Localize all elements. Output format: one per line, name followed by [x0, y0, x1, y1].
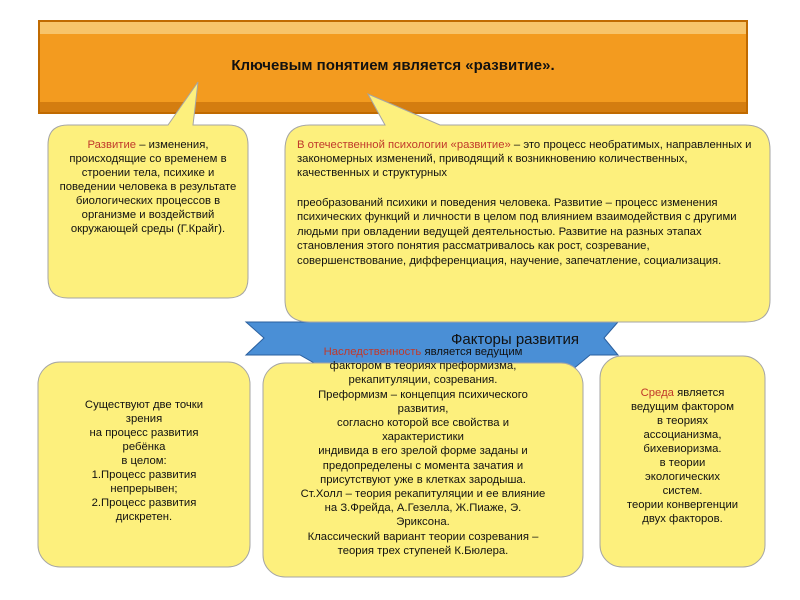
two-views-line: 1.Процесс развития	[91, 469, 197, 481]
two-views	[48, 398, 240, 524]
heredity-line: согласно которой все свойства и	[336, 417, 510, 430]
domestic-lead: В отечественной психологии «развитие»	[297, 139, 511, 151]
heredity-line: Классический вариант теории созревания –	[307, 530, 539, 543]
environment-line: экологических	[644, 471, 721, 483]
heredity-line: Преформизм – концепция психического	[318, 388, 528, 401]
heredity-line: Ст.Холл – теория рекапитуляции и ее влияние	[300, 488, 546, 501]
environment-text	[606, 386, 759, 526]
two-views-line: ребёнка	[122, 441, 166, 453]
environment-line: систем.	[662, 485, 703, 497]
definition-domestic-cont: преобразований психики и поведения человека. Развитие – процесс изменения психических функций и личности в целом под влиянием взаимодействия с другими людьми при овладении ведущей деятельностью. Развитие на разных этапах становления этого понятия рассматривалось как рост, созревание, совершенствование, дифференциация, научение, запечатление, социализация.	[297, 197, 737, 267]
two-views-line: зрения	[125, 413, 163, 425]
two-views-line: 2.Процесс развития	[91, 497, 197, 509]
heredity-line: характеристики	[382, 431, 464, 444]
environment-line: бихевиоризма.	[643, 443, 722, 455]
definition-domestic	[297, 138, 759, 180]
definition-kraig-text: – изменения, происходящие со временем в строении тела, психике и поведении человека в результате биологических процессов в организме и воздействий окружающей среды (Г.Крайг).	[59, 139, 237, 235]
environment-line: в теориях	[656, 415, 709, 427]
heredity-line: рекапитуляции, созревания.	[348, 374, 498, 387]
heredity-line: на З.Фрейда, А.Гезелла, Ж.Пиаже, Э.	[324, 502, 522, 515]
heredity-line	[268, 345, 578, 359]
page-title: Ключевым понятием является «развитие».	[231, 57, 555, 74]
environment-line: в теории	[659, 457, 706, 469]
heredity-line: предопределены с момента зачатия и	[322, 459, 524, 472]
environment-line: ведущим фактором	[631, 401, 734, 413]
two-views-line: Существуют две точки	[84, 399, 204, 411]
two-views-line: в целом:	[121, 455, 167, 467]
heredity-text	[268, 345, 578, 558]
factors-banner-label: Факторы развития	[451, 331, 579, 348]
term-heredity: Наследственность	[323, 346, 422, 358]
environment-line-text: является	[673, 387, 725, 399]
two-views-line: непрерывен;	[110, 483, 178, 495]
heredity-line: присутствуют уже в клетках зародыша.	[320, 473, 526, 486]
environment-line	[606, 386, 759, 400]
two-views-line: на процесс развития	[89, 427, 199, 439]
heredity-line: фактором в теориях преформизма,	[329, 360, 517, 373]
heredity-line: теория трех ступеней К.Бюлера.	[337, 544, 509, 557]
heredity-line: развития,	[397, 402, 449, 415]
environment-line: теории конвергенции	[626, 499, 739, 511]
two-views-line: дискретен.	[115, 511, 173, 523]
heredity-line: индивида в его зрелой форме заданы и	[318, 445, 528, 458]
term-environment: Среда	[640, 387, 674, 399]
heredity-line: Эриксона.	[396, 516, 450, 529]
term-development: Развитие	[87, 139, 137, 151]
environment-line: двух факторов.	[642, 513, 723, 525]
heredity-line-text: является ведущим	[421, 346, 523, 358]
environment-line: ассоцианизма,	[643, 429, 722, 441]
definition-kraig	[54, 138, 242, 236]
domestic-text-1: – это процесс необратимых, направленных и закономерных изменений, приводящий к возникновению количественных, качественных и структурных	[297, 139, 752, 179]
